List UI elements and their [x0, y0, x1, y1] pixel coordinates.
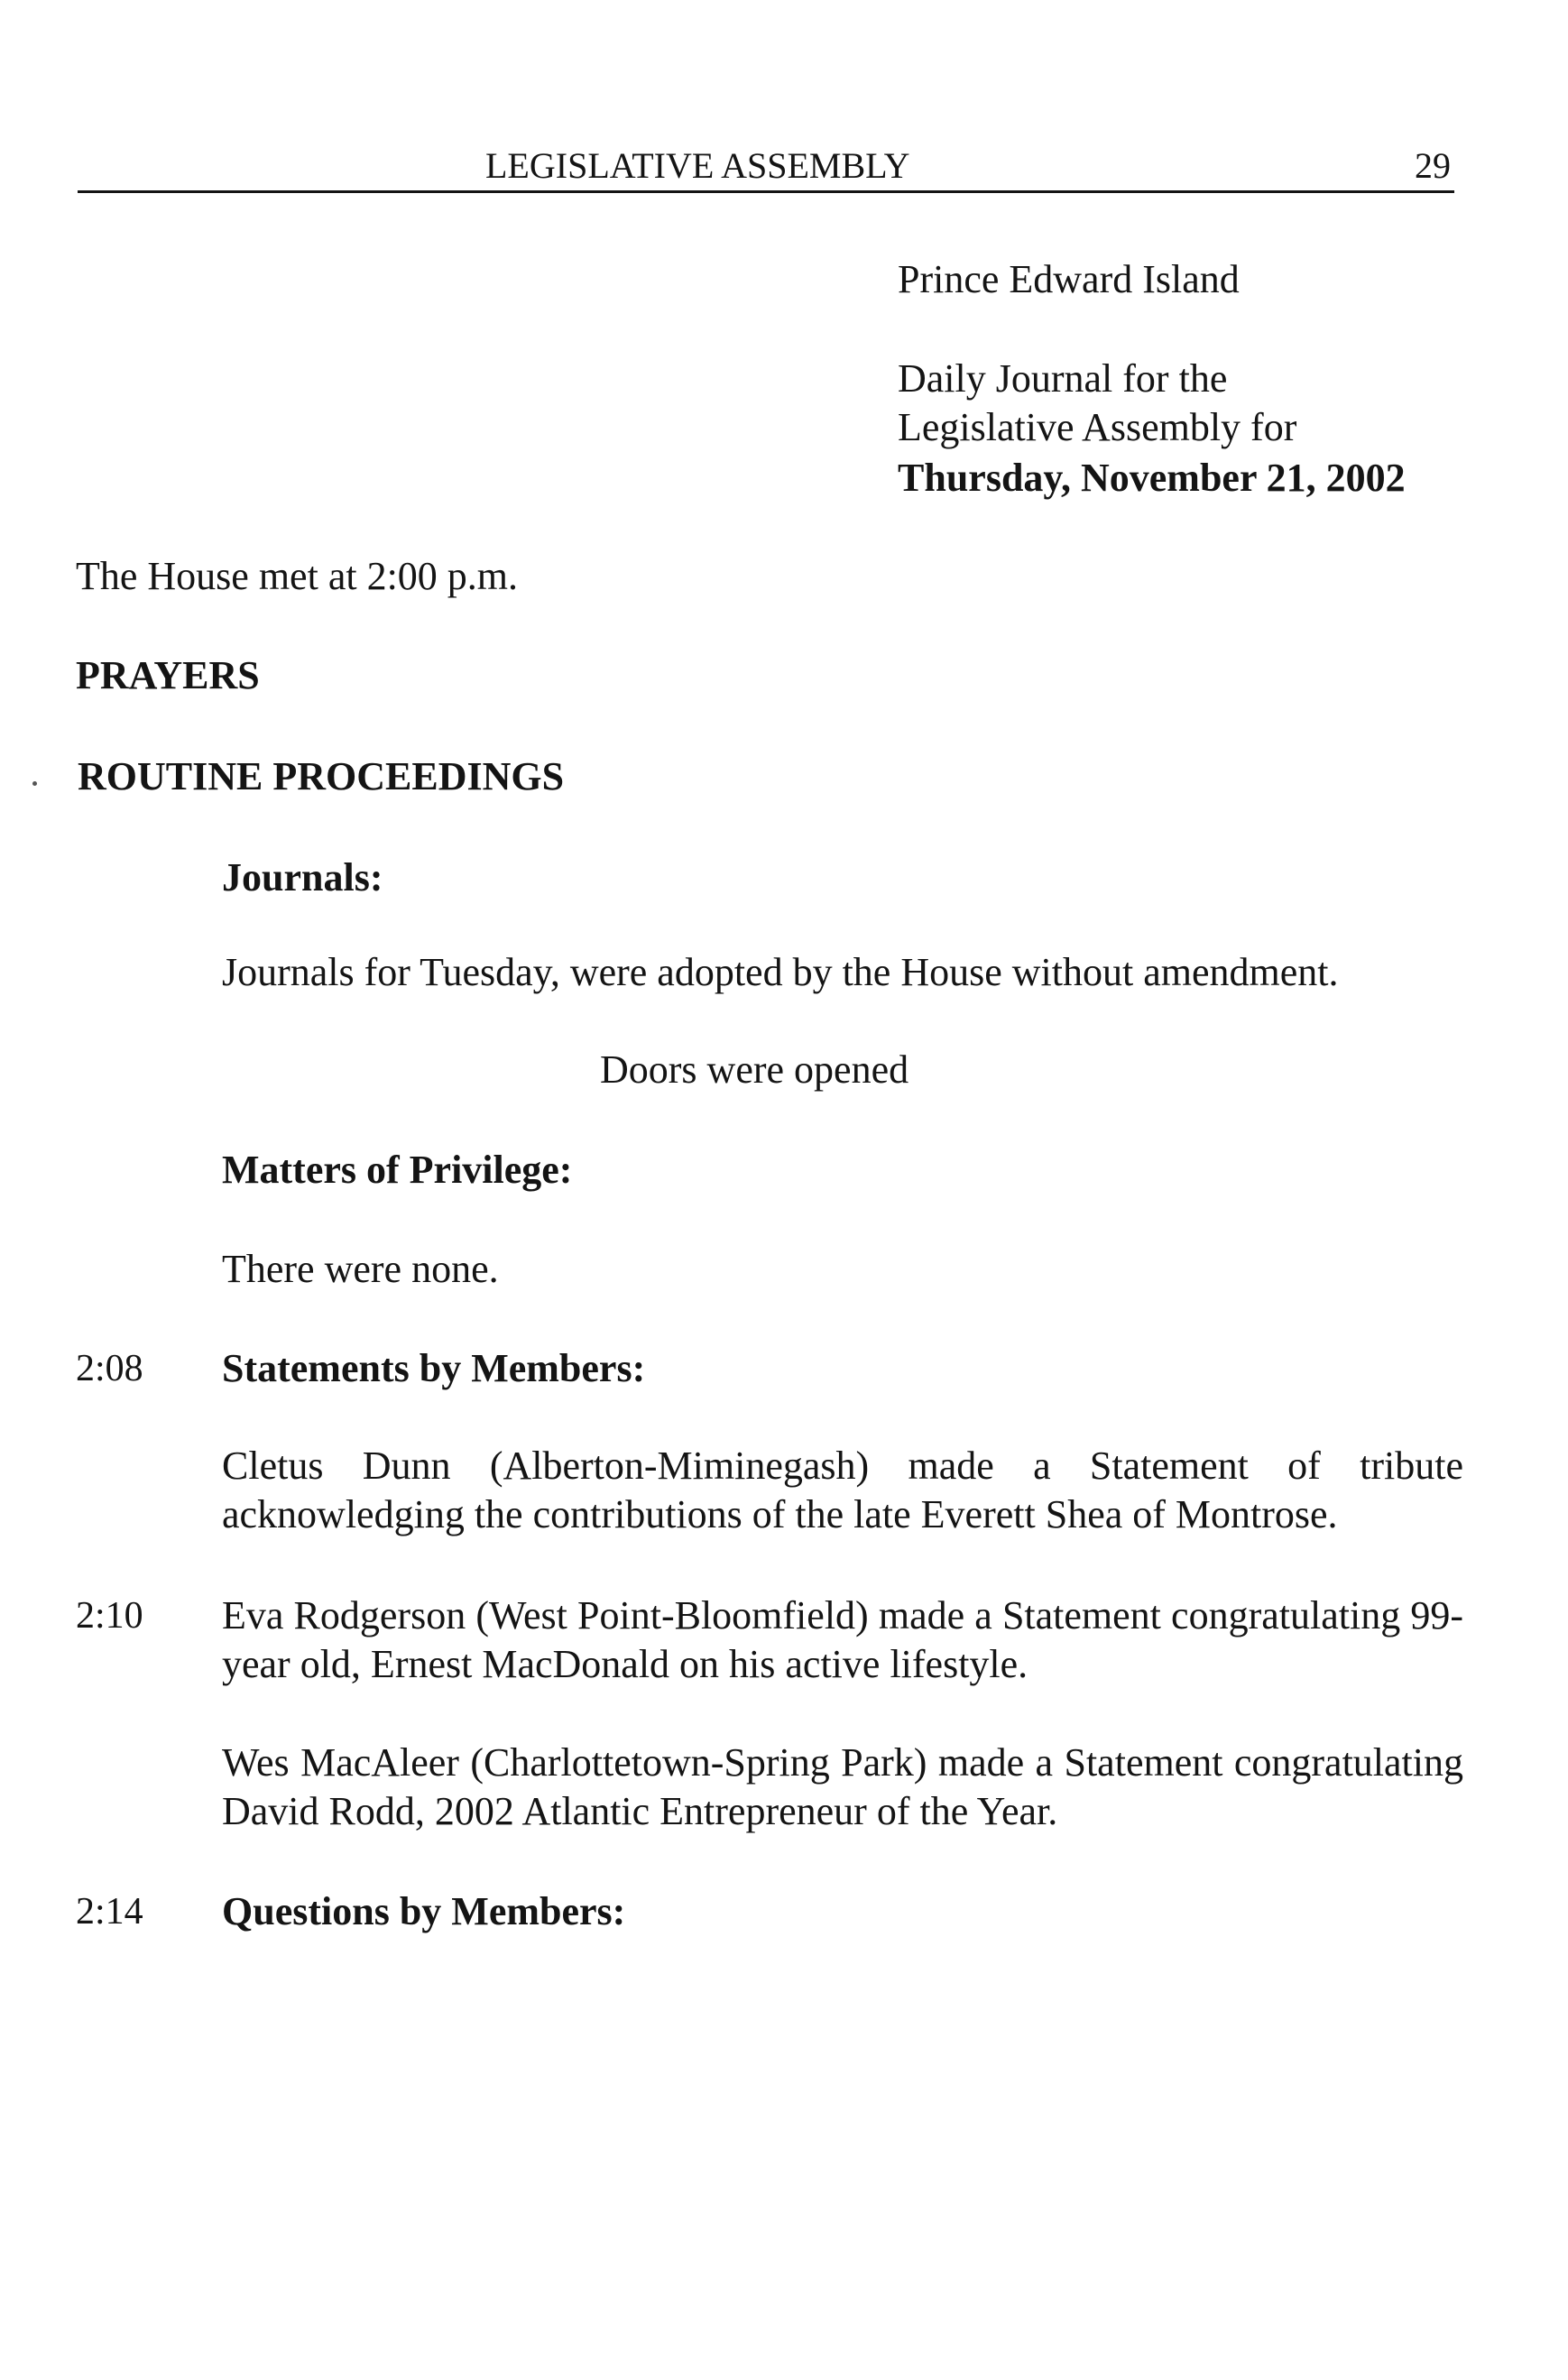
province-name: Prince Edward Island: [898, 257, 1240, 301]
journal-date: Thursday, November 21, 2002: [898, 456, 1406, 500]
routine-proceedings-heading: ROUTINE PROCEEDINGS: [78, 754, 565, 798]
journals-text: Journals for Tuesday, were adopted by the House without amendment.: [222, 950, 1339, 994]
prayers-heading: PRAYERS: [76, 653, 260, 697]
statement-paragraph: Wes MacAleer (Charlottetown-Spring Park) made a Statement congratulating David Rodd, 2002 Atlantic Entrepreneur of the Year.: [222, 1740, 1463, 1833]
doors-note: Doors were opened: [600, 1047, 909, 1092]
statement-paragraph: Eva Rodgerson (West Point-Bloomfield) made a Statement congratulating 99-year old, Ernest MacDonald on his active lifestyle.: [222, 1593, 1463, 1686]
journals-heading: Journals:: [222, 855, 383, 899]
page-number: 29: [1415, 145, 1451, 186]
statement-paragraph: Cletus Dunn (Alberton-Miminegash) made a Statement of tribute acknowledging the contributions of the late Everett Shea of Montrose.: [222, 1444, 1463, 1536]
privilege-heading: Matters of Privilege:: [222, 1148, 573, 1192]
opening-statement: The House met at 2:00 p.m.: [76, 554, 519, 598]
journal-title-line-1: Daily Journal for the: [898, 356, 1228, 401]
stray-mark: [32, 781, 37, 786]
statements-heading: Statements by Members:: [222, 1346, 646, 1390]
questions-heading: Questions by Members:: [222, 1889, 626, 1933]
header-rule: [78, 190, 1454, 193]
statement-time: 2:10: [76, 1595, 143, 1637]
privilege-text: There were none.: [222, 1247, 499, 1291]
running-head-title: LEGISLATIVE ASSEMBLY: [485, 145, 910, 186]
statements-time: 2:08: [76, 1348, 143, 1389]
journal-title-line-2: Legislative Assembly for: [898, 405, 1297, 449]
questions-time: 2:14: [76, 1891, 143, 1933]
